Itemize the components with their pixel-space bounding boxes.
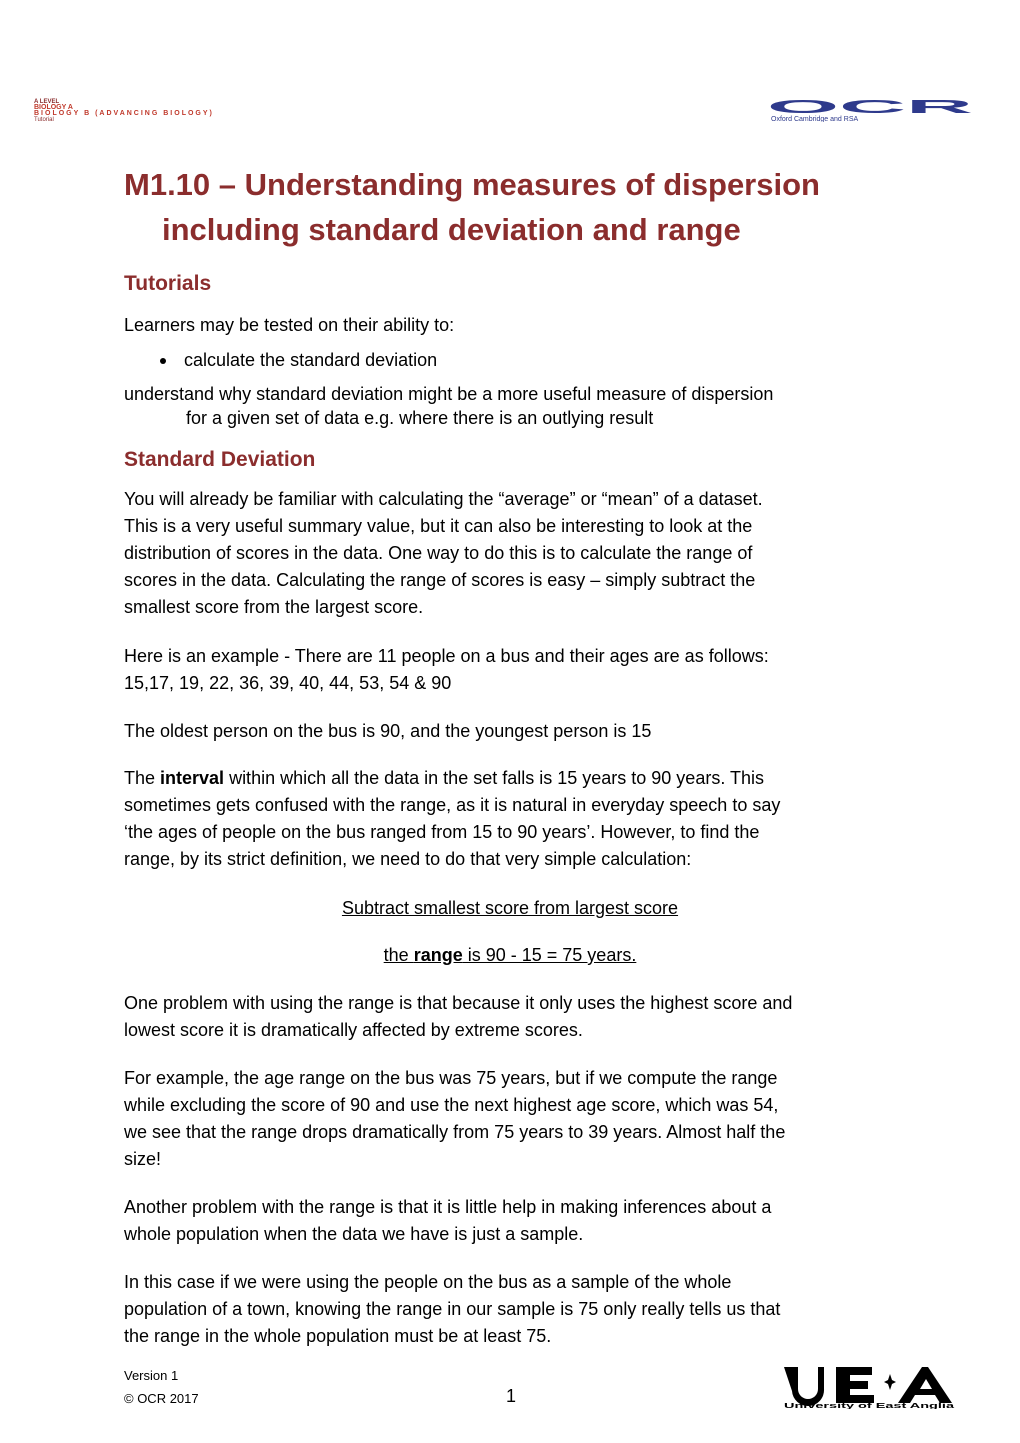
p1-line-3: distribution of scores in the data. One way to do this is to calculate the range of: [124, 543, 753, 563]
ocr-tagline: Oxford Cambridge and RSA: [771, 116, 859, 122]
p6-line-3: we see that the range drops dramatically from 75 years to 39 years. Almost half the: [124, 1122, 786, 1142]
centered-range-result: [0, 943, 1020, 967]
p6-line-2: while excluding the score of 90 and use the next highest age score, which was 54,: [124, 1095, 779, 1115]
p4-line-3: ‘the ages of people on the bus ranged from 15 to 90 years’. However, to find the: [124, 822, 760, 842]
brand-line-2: BIOLOGY A: [34, 104, 73, 111]
tutorials-heading: Tutorials: [124, 272, 212, 295]
p6-line-4: size!: [124, 1149, 162, 1169]
p3: The oldest person on the bus is 90, and the youngest person is 15: [124, 721, 652, 741]
uea-logo-star-icon: [884, 1374, 896, 1390]
brand-line-3: BIOLOGY B (ADVANCING BIOLOGY): [34, 110, 214, 117]
p6-line-1: For example, the age range on the bus was 75 years, but if we compute the range: [124, 1068, 778, 1088]
p5-line-2: lowest score it is dramatically affected by extreme scores.: [124, 1020, 583, 1040]
range-result-bold: range: [413, 945, 463, 965]
range-result-pre: the: [383, 945, 414, 965]
p4-pre: The: [124, 768, 161, 788]
centered-instruction: Subtract smallest score from largest score: [341, 898, 679, 918]
p1-line-4: scores in the data. Calculating the range of scores is easy – simply subtract the: [124, 570, 756, 590]
ocr-logo-text: OCR: [767, 98, 973, 117]
p2-line-2: 15,17, 19, 22, 36, 39, 40, 44, 53, 54 & 90: [124, 673, 452, 693]
p8-line-1: In this case if we were using the people on the bus as a sample of the whole: [124, 1272, 732, 1292]
p4-line-4: range, by its strict definition, we need to do that very simple calculation:: [124, 849, 692, 869]
p8-line-3: the range in the whole population must be at least 75.: [124, 1326, 552, 1346]
ocr-logo: [763, 98, 979, 122]
footer-version: Version 1: [124, 1368, 179, 1383]
p5-line-1: One problem with using the range is that because it only uses the highest score and: [124, 993, 793, 1013]
p4-line-2: sometimes gets confused with the range, as it is natural in everyday speech to say: [124, 795, 781, 815]
uea-logo: [780, 1365, 958, 1409]
bullet-icon: [160, 358, 166, 364]
p1-line-5: smallest score from the largest score.: [124, 597, 424, 617]
uea-logo-text: University of East Anglia: [784, 1401, 956, 1409]
p8-line-2: population of a town, knowing the range in our sample is 75 only really tells us that: [124, 1299, 781, 1319]
p4-bold-interval: interval: [160, 768, 225, 788]
bullet-item-1-text: calculate the standard deviation: [184, 350, 438, 370]
brand-line-1: A LEVEL: [34, 99, 60, 105]
uea-logo-letter-a: [898, 1367, 952, 1403]
p7-line-1: Another problem with the range is that it is little help in making inferences about a: [124, 1197, 772, 1217]
footer-copyright: © OCR 2017: [124, 1391, 199, 1406]
title-line-2: including standard deviation and range: [162, 212, 741, 247]
brand-line-4: Tutorial: [34, 117, 54, 122]
range-result-rest: is 90 - 15 = 75 years.: [462, 945, 637, 965]
tutorial-item-2-line-1: understand why standard deviation might be a more useful measure of dispersion: [124, 384, 774, 404]
p2-line-1: Here is an example - There are 11 people on a bus and their ages are as follows:: [124, 646, 769, 666]
standard-deviation-heading: Standard Deviation: [124, 448, 316, 471]
tutorials-intro: Learners may be tested on their ability to:: [124, 315, 455, 335]
bullet-item-1: [160, 348, 437, 372]
p7-line-2: whole population when the data we have is just a sample.: [124, 1224, 584, 1244]
page-number: 1: [506, 1386, 517, 1406]
title-line-1: M1.10 – Understanding measures of dispersion: [124, 167, 820, 202]
uea-logo-letter-e: [836, 1367, 874, 1403]
brand-logo: [34, 98, 514, 122]
tutorial-item-2-line-2: for a given set of data e.g. where there is an outlying result: [186, 408, 654, 428]
p4-line-1: [124, 766, 764, 790]
page-title: [124, 162, 924, 252]
p1-line-2: This is a very useful summary value, but it can also be interesting to look at the: [124, 516, 753, 536]
p4-rest: within which all the data in the set falls is 15 years to 90 years. This: [224, 768, 765, 788]
p1-line-1: You will already be familiar with calculating the “average” or “mean” of a dataset.: [124, 489, 763, 509]
